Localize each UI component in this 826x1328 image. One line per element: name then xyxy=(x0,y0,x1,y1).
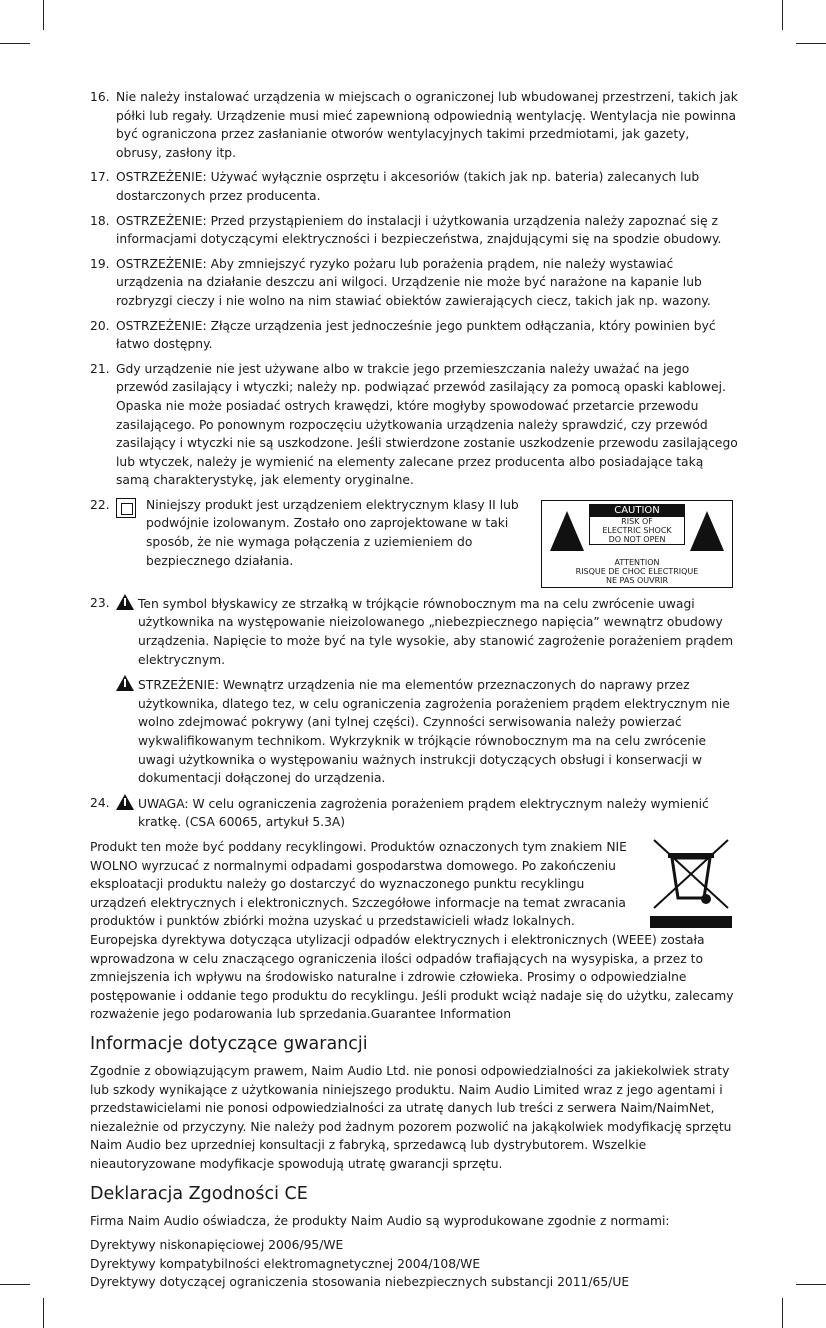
caution-title: CAUTION xyxy=(590,505,684,517)
exclamation-triangle-icon xyxy=(116,675,134,691)
crop-mark xyxy=(796,43,826,44)
item-number: 18. xyxy=(90,213,110,228)
item-text: UWAGA: W celu ograniczenia zagrożenia porażeniem prądem elektrycznym należy wymienić kratkę. (CSA 60065, artykuł 5.3A) xyxy=(138,796,709,830)
item-number: 17. xyxy=(90,170,110,185)
item-number: 22. xyxy=(90,497,110,512)
item-text: Ten symbol błyskawicy ze strzałką w trójkącie równobocznym ma na celu zwrócenie uwagi użytkownika na występowanie nieizolowanego „niebezpiecznego napięcia” wewnątrz obudowy urządzenia. Napięcie to może być na tyle wysokie, aby stanowić zagrożenie porażeniem prądem elektrycznym. xyxy=(138,596,734,667)
item-text: Niniejszy produkt jest urządzeniem elektrycznym klasy II lub podwójnie izolowanym. Zostało ono zaprojektowane w taki sposób, że nie wymaga połączenia z uziemieniem do bezpiecznego działania. xyxy=(146,497,519,568)
item-text: Nie należy instalować urządzenia w miejscach o ograniczonej lub wbudowanej przestrzeni, takich jak półki lub regały. Urządzenie musi mieć zapewnioną odpowiednią wentylację. Wentylacja nie powinna być ograniczona przez zasłanianie otworów wentylacyjnych takimi przedmiotami, jak gazety, obrusy, zasłony itp. xyxy=(116,90,738,160)
list-item xyxy=(90,255,738,311)
list-item xyxy=(90,168,738,205)
list-item xyxy=(90,594,738,788)
caution-line: ATTENTION xyxy=(614,557,660,567)
item-number: 23. xyxy=(90,595,110,610)
directive-line: Dyrektywy kompatybilności elektromagnetycznej 2004/108/WE xyxy=(90,1256,481,1271)
list-item xyxy=(90,212,738,249)
ce-heading: Deklaracja Zgodności CE xyxy=(90,1183,308,1204)
item-text: OSTRZEŻENIE: Aby zmniejszyć ryzyko pożaru lub porażenia prądem, nie należy wystawiać urządzenia na działanie deszczu ani wilgoci. Urządzenie nie może być narażone na kapanie lub rozbryzgi cieczy i nie wolno na nim stawiać obiektów zawierających ciecz, takich jak np. wazony. xyxy=(116,256,711,308)
item-number: 21. xyxy=(90,361,110,376)
item-text: OSTRZEŻENIE: Używać wyłącznie osprzętu i akcesoriów (takich jak np. bateria) zalecanych lub dostarczonych przez producenta. xyxy=(116,170,700,203)
item-text: OSTRZEŻENIE: Przed przystąpieniem do instalacji i użytkowania urządzenia należy zapoznać się z informacjami dotyczącymi elektryczności i bezpieczeństwa, znajdującymi się na spodzie obudowy. xyxy=(116,213,722,247)
safety-list xyxy=(90,88,738,832)
warranty-text: Zgodnie z obowiązującym prawem, Naim Audio Ltd. nie ponosi odpowiedzialności za jakiekolwiek straty lub szkody wynikające z użytkowania niniejszego produktu. Naim Audio Limited wraz z jego agentami i przedstawicielami nie ponosi odpowiedzialności za utratę danych lub treści z serwera Naim/NaimNet, niezależnie od przyczyny. Nie należy pod żadnym pozorem pozwolić na jakąkolwiek modyfikację sprzętu Naim Audio bez uprzedniej konsultacji z fabryką, sprzedawcą lub dystrybutorem. Wszelkie nieautoryzowane modyfikacje spowodują utratę gwarancji sprzętu. xyxy=(90,1063,732,1171)
class-ii-double-insulation-icon xyxy=(116,498,136,518)
caution-line: RISK OF xyxy=(621,516,653,526)
item-text: STRZEŻENIE: Wewnątrz urządzenia nie ma elementów przeznaczonych do naprawy przez użytkownika, dlatego tez, w celu ograniczenia zagrożenia porażeniem prądem elektrycznym nie wolno zdejmować pokrywy (ani tylnej części). Czynności serwisowania należy powierzać wykwalifikowanym technikom. Wykrzyknik w trójkącie równobocznym ma na celu zwrócenie uwagi użytkownika o występowaniu ważnych instrukcji dotyczących obsługi i konserwacji w dokumentacji dołączonej do urządzenia. xyxy=(138,678,730,786)
directive-line: Dyrektywy niskonapięciowej 2006/95/WE xyxy=(90,1238,344,1253)
item-text: OSTRZEŻENIE: Złącze urządzenia jest jednocześnie jego punktem odłączania, który powinien być łatwo dostępny. xyxy=(116,318,716,352)
list-item xyxy=(90,360,738,490)
warranty-heading: Informacje dotyczące gwarancji xyxy=(90,1033,368,1054)
list-item xyxy=(90,496,738,590)
crop-mark xyxy=(0,1284,30,1285)
weee-crossed-bin-icon xyxy=(644,838,738,928)
crop-mark xyxy=(0,43,30,44)
crop-mark xyxy=(43,0,44,30)
list-item xyxy=(90,317,738,354)
crop-mark xyxy=(782,1298,783,1328)
recycling-paragraph xyxy=(90,838,738,1024)
caution-line: RISQUE DE CHOC ELECTRIQUE xyxy=(575,566,699,576)
crop-mark xyxy=(796,1284,826,1285)
item-text: Gdy urządzenie nie jest używane albo w trakcie jego przemieszczania należy uważać na jego przewód zasilający i wtyczki; należy np. podwiązać przewód zasilający za pomocą opaski kablowej. Opaska nie może posiadać ostrych krawędzi, które mogłyby spowodować przetarcie przewodu zasilającego. Po ponownym rozpoczęciu użytkowania urządzenia należy sprawdzić, czy przewód zasilający i wtyczki nie są uszkodzone. Jeśli stwierdzone zostanie uszkodzenie przewodu zasilającego lub wtyczek, należy je wymienić na elementy zalecane przez producenta albo posiadające taką samą charakterystykę, jak elementy oryginalne. xyxy=(116,361,738,488)
directive-line: Dyrektywy dotyczącej ograniczenia stosowania niebezpiecznych substancji 2011/65/UE xyxy=(90,1275,630,1290)
list-item xyxy=(90,794,738,832)
lightning-triangle-icon xyxy=(690,511,724,551)
crop-mark xyxy=(43,1298,44,1328)
item-number: 24. xyxy=(90,795,110,810)
caution-line: ELECTRIC SHOCK xyxy=(602,525,672,535)
exclamation-triangle-icon xyxy=(550,511,584,551)
caution-label xyxy=(541,500,733,588)
list-item xyxy=(90,88,738,162)
ce-text: Firma Naim Audio oświadcza, że produkty Naim Audio są wyprodukowane zgodnie z normami: xyxy=(90,1213,670,1228)
caution-line: DO NOT OPEN xyxy=(608,534,666,544)
caution-line: NE PAS OUVRIR xyxy=(605,575,669,585)
crop-mark xyxy=(782,0,783,30)
recycling-text: Produkt ten może być poddany recyklingowi. Produktów oznaczonych tym znakiem NIE WOLNO wyrzucać z normalnymi odpadami gospodarstwa domowego. Po zakończeniu eksploatacji produktu należy go dostarczyć do wyznaczonego punktu recyklingu urządzeń elektrycznych i elektronicznych. Szczegółowe informacje na temat zwracania produktów i punktów zbiórki można uzyskać u przedstawicieli władz lokalnych. Europejska dyrektywa dotycząca utylizacji odpadów elektrycznych i elektronicznych (WEEE) została wprowadzona w celu znaczącego ograniczenia ilości odpadów trafiających na wysypiska, a przez to zmniejszenia ich wpływu na środowisko naturalne i zdrowie człowieka. Prosimy o odpowiedzialne postępowanie i oddanie tego produktu do recyklingu. Jeśli produkt wciąż nadaje się do użytku, zalecamy rozważenie jego podarowania lub sprzedania.Guarantee Information xyxy=(90,840,734,1022)
exclamation-triangle-icon xyxy=(116,794,134,810)
item-number: 19. xyxy=(90,256,110,271)
lightning-triangle-icon xyxy=(116,594,134,610)
item-number: 20. xyxy=(90,318,110,333)
item-number: 16. xyxy=(90,90,110,104)
